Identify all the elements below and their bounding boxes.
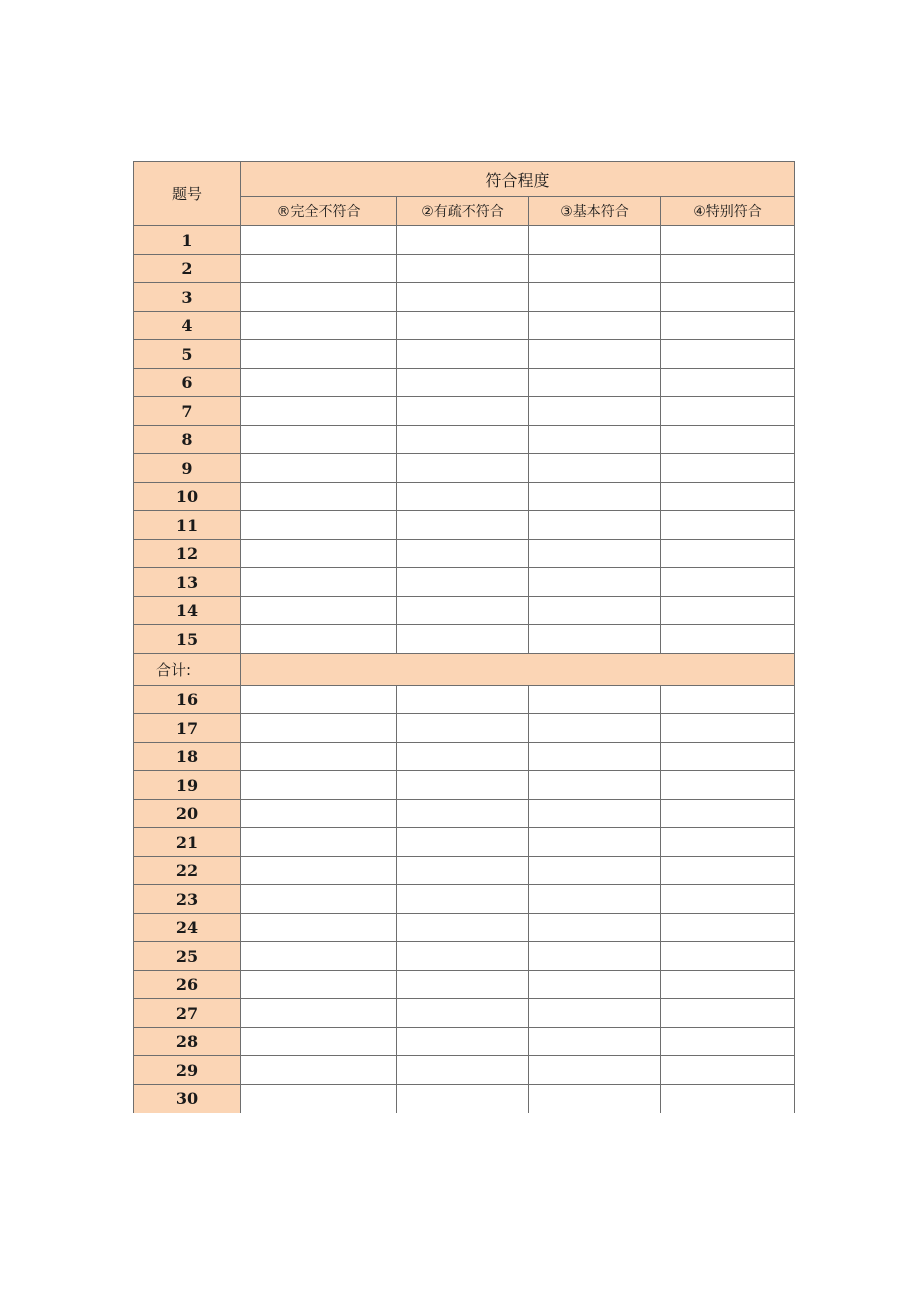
answer-cell-option-2[interactable] <box>397 885 529 914</box>
answer-cell-option-4[interactable] <box>661 1028 795 1056</box>
answer-cell-option-2[interactable] <box>397 426 529 454</box>
answer-cell-option-3[interactable] <box>529 828 661 857</box>
option-header-1: ®完全不符合 <box>241 197 397 226</box>
answer-cell-option-2[interactable] <box>397 625 529 654</box>
answer-cell-option-4[interactable] <box>661 369 795 397</box>
answer-cell-option-4[interactable] <box>661 312 795 340</box>
answer-cell-option-2[interactable] <box>397 1056 529 1085</box>
answer-cell-option-1[interactable] <box>241 312 397 340</box>
table-row <box>134 1085 795 1113</box>
answer-cell-option-2[interactable] <box>397 255 529 283</box>
answer-cell-option-1[interactable] <box>241 255 397 283</box>
question-number: 23 <box>134 885 241 914</box>
answer-cell-option-2[interactable] <box>397 454 529 483</box>
table-row <box>134 540 795 568</box>
table-row <box>134 771 795 800</box>
answer-cell-option-2[interactable] <box>397 1028 529 1056</box>
answer-cell-option-2[interactable] <box>397 800 529 828</box>
answer-cell-option-4[interactable] <box>661 828 795 857</box>
answer-cell-option-3[interactable] <box>529 625 661 654</box>
table-row <box>134 426 795 454</box>
option-header-4: ④特别符合 <box>661 197 795 226</box>
subtotal-label: 合计: <box>134 654 241 686</box>
table-row <box>134 1028 795 1056</box>
answer-cell-option-1[interactable] <box>241 686 397 714</box>
question-number: 6 <box>134 369 241 397</box>
answer-cell-option-3[interactable] <box>529 686 661 714</box>
answer-cell-option-1[interactable] <box>241 800 397 828</box>
answer-cell-option-4[interactable] <box>661 1085 795 1113</box>
answer-cell-option-2[interactable] <box>397 686 529 714</box>
question-number: 14 <box>134 597 241 625</box>
question-number: 3 <box>134 283 241 312</box>
answer-cell-option-3[interactable] <box>529 714 661 743</box>
answer-cell-option-3[interactable] <box>529 942 661 971</box>
question-number: 18 <box>134 743 241 771</box>
question-number: 29 <box>134 1056 241 1085</box>
table-row <box>134 568 795 597</box>
answer-cell-option-1[interactable] <box>241 743 397 771</box>
answer-cell-option-4[interactable] <box>661 999 795 1028</box>
question-number: 7 <box>134 397 241 426</box>
answer-cell-option-3[interactable] <box>529 971 661 999</box>
answer-cell-option-1[interactable] <box>241 771 397 800</box>
answer-cell-option-2[interactable] <box>397 483 529 511</box>
question-number: 24 <box>134 914 241 942</box>
answer-cell-option-2[interactable] <box>397 942 529 971</box>
question-number-header: 题号 <box>134 162 241 226</box>
answer-cell-option-1[interactable] <box>241 340 397 369</box>
answer-cell-option-4[interactable] <box>661 255 795 283</box>
question-number: 25 <box>134 942 241 971</box>
answer-cell-option-2[interactable] <box>397 914 529 942</box>
answer-cell-option-1[interactable] <box>241 1085 397 1113</box>
option-header-3: ③基本符合 <box>529 197 661 226</box>
answer-cell-option-4[interactable] <box>661 397 795 426</box>
table-row <box>134 971 795 999</box>
answer-cell-option-3[interactable] <box>529 1028 661 1056</box>
answer-cell-option-1[interactable] <box>241 540 397 568</box>
subtotal-value[interactable] <box>241 654 795 686</box>
answer-cell-option-4[interactable] <box>661 971 795 999</box>
table-row <box>134 942 795 971</box>
table-row <box>134 999 795 1028</box>
table-row <box>134 743 795 771</box>
answer-cell-option-3[interactable] <box>529 540 661 568</box>
question-number: 28 <box>134 1028 241 1056</box>
answer-cell-option-1[interactable] <box>241 971 397 999</box>
answer-cell-option-4[interactable] <box>661 568 795 597</box>
table-row <box>134 857 795 885</box>
answer-cell-option-1[interactable] <box>241 454 397 483</box>
answer-cell-option-1[interactable] <box>241 511 397 540</box>
answer-cell-option-3[interactable] <box>529 483 661 511</box>
table-row <box>134 800 795 828</box>
answer-cell-option-3[interactable] <box>529 999 661 1028</box>
answer-cell-option-3[interactable] <box>529 857 661 885</box>
answer-cell-option-3[interactable] <box>529 511 661 540</box>
table-row <box>134 369 795 397</box>
answer-cell-option-4[interactable] <box>661 914 795 942</box>
table-row <box>134 597 795 625</box>
table-row <box>134 226 795 255</box>
question-number: 5 <box>134 340 241 369</box>
answer-cell-option-3[interactable] <box>529 283 661 312</box>
answer-cell-option-2[interactable] <box>397 369 529 397</box>
answer-cell-option-4[interactable] <box>661 771 795 800</box>
answer-cell-option-4[interactable] <box>661 597 795 625</box>
answer-cell-option-1[interactable] <box>241 885 397 914</box>
answer-cell-option-1[interactable] <box>241 714 397 743</box>
question-number: 13 <box>134 568 241 597</box>
answer-cell-option-4[interactable] <box>661 857 795 885</box>
answer-cell-option-3[interactable] <box>529 397 661 426</box>
question-number: 30 <box>134 1085 241 1113</box>
answer-cell-option-2[interactable] <box>397 283 529 312</box>
answer-cell-option-3[interactable] <box>529 568 661 597</box>
answer-cell-option-1[interactable] <box>241 426 397 454</box>
answer-cell-option-4[interactable] <box>661 511 795 540</box>
answer-cell-option-3[interactable] <box>529 743 661 771</box>
answer-cell-option-3[interactable] <box>529 1056 661 1085</box>
answer-cell-option-2[interactable] <box>397 828 529 857</box>
answer-cell-option-2[interactable] <box>397 999 529 1028</box>
answer-cell-option-2[interactable] <box>397 312 529 340</box>
answer-cell-option-3[interactable] <box>529 597 661 625</box>
answer-cell-option-3[interactable] <box>529 454 661 483</box>
answer-cell-option-2[interactable] <box>397 568 529 597</box>
question-number: 21 <box>134 828 241 857</box>
answer-cell-option-4[interactable] <box>661 226 795 255</box>
degree-header: 符合程度 <box>241 162 795 197</box>
answer-cell-option-4[interactable] <box>661 800 795 828</box>
answer-cell-option-3[interactable] <box>529 426 661 454</box>
question-number: 17 <box>134 714 241 743</box>
answer-cell-option-4[interactable] <box>661 454 795 483</box>
answer-cell-option-1[interactable] <box>241 857 397 885</box>
table-row <box>134 885 795 914</box>
answer-cell-option-4[interactable] <box>661 714 795 743</box>
answer-cell-option-1[interactable] <box>241 828 397 857</box>
answer-cell-option-2[interactable] <box>397 857 529 885</box>
answer-cell-option-3[interactable] <box>529 369 661 397</box>
answer-cell-option-4[interactable] <box>661 283 795 312</box>
table-row <box>134 625 795 654</box>
table-row <box>134 714 795 743</box>
question-number: 10 <box>134 483 241 511</box>
answer-cell-option-1[interactable] <box>241 568 397 597</box>
answer-cell-option-4[interactable] <box>661 340 795 369</box>
table-row <box>134 255 795 283</box>
answer-cell-option-2[interactable] <box>397 226 529 255</box>
table-row <box>134 483 795 511</box>
table-row <box>134 511 795 540</box>
table-body <box>134 226 795 1113</box>
answer-cell-option-3[interactable] <box>529 914 661 942</box>
subtotal-row <box>134 654 795 686</box>
answer-cell-option-4[interactable] <box>661 426 795 454</box>
answer-cell-option-2[interactable] <box>397 1085 529 1113</box>
question-number: 4 <box>134 312 241 340</box>
answer-cell-option-3[interactable] <box>529 771 661 800</box>
question-number: 26 <box>134 971 241 999</box>
answer-cell-option-4[interactable] <box>661 743 795 771</box>
answer-cell-option-1[interactable] <box>241 1028 397 1056</box>
table-row <box>134 397 795 426</box>
answer-cell-option-1[interactable] <box>241 914 397 942</box>
table-row <box>134 1056 795 1085</box>
answer-cell-option-1[interactable] <box>241 397 397 426</box>
answer-cell-option-4[interactable] <box>661 1056 795 1085</box>
option-header-2: ②有疏不符合 <box>397 197 529 226</box>
answer-cell-option-2[interactable] <box>397 743 529 771</box>
answer-cell-option-1[interactable] <box>241 999 397 1028</box>
answer-cell-option-1[interactable] <box>241 597 397 625</box>
answer-cell-option-3[interactable] <box>529 885 661 914</box>
table-row <box>134 686 795 714</box>
question-number: 1 <box>134 226 241 255</box>
table-row <box>134 283 795 312</box>
question-number: 11 <box>134 511 241 540</box>
answer-cell-option-1[interactable] <box>241 483 397 511</box>
answer-cell-option-1[interactable] <box>241 283 397 312</box>
answer-cell-option-3[interactable] <box>529 226 661 255</box>
answer-cell-option-1[interactable] <box>241 625 397 654</box>
answer-cell-option-2[interactable] <box>397 397 529 426</box>
question-number: 12 <box>134 540 241 568</box>
answer-cell-option-1[interactable] <box>241 369 397 397</box>
answer-cell-option-2[interactable] <box>397 597 529 625</box>
answer-cell-option-3[interactable] <box>529 800 661 828</box>
self-assessment-table <box>133 161 795 1113</box>
answer-cell-option-2[interactable] <box>397 340 529 369</box>
answer-cell-option-4[interactable] <box>661 686 795 714</box>
question-number: 19 <box>134 771 241 800</box>
table-row <box>134 340 795 369</box>
answer-cell-option-4[interactable] <box>661 540 795 568</box>
answer-cell-option-3[interactable] <box>529 255 661 283</box>
question-number: 16 <box>134 686 241 714</box>
table-row <box>134 828 795 857</box>
question-number: 9 <box>134 454 241 483</box>
table-row <box>134 914 795 942</box>
question-number: 27 <box>134 999 241 1028</box>
answer-cell-option-2[interactable] <box>397 771 529 800</box>
question-number: 2 <box>134 255 241 283</box>
answer-cell-option-2[interactable] <box>397 714 529 743</box>
answer-cell-option-3[interactable] <box>529 1085 661 1113</box>
answer-cell-option-4[interactable] <box>661 942 795 971</box>
question-number: 8 <box>134 426 241 454</box>
answer-cell-option-4[interactable] <box>661 625 795 654</box>
table-row <box>134 312 795 340</box>
question-number: 20 <box>134 800 241 828</box>
answer-cell-option-2[interactable] <box>397 540 529 568</box>
question-number: 15 <box>134 625 241 654</box>
answer-cell-option-1[interactable] <box>241 226 397 255</box>
answer-cell-option-1[interactable] <box>241 942 397 971</box>
question-number: 22 <box>134 857 241 885</box>
answer-cell-option-2[interactable] <box>397 511 529 540</box>
answer-cell-option-1[interactable] <box>241 1056 397 1085</box>
answer-cell-option-2[interactable] <box>397 971 529 999</box>
answer-cell-option-3[interactable] <box>529 340 661 369</box>
answer-cell-option-3[interactable] <box>529 312 661 340</box>
answer-cell-option-4[interactable] <box>661 885 795 914</box>
answer-cell-option-4[interactable] <box>661 483 795 511</box>
table-row <box>134 454 795 483</box>
